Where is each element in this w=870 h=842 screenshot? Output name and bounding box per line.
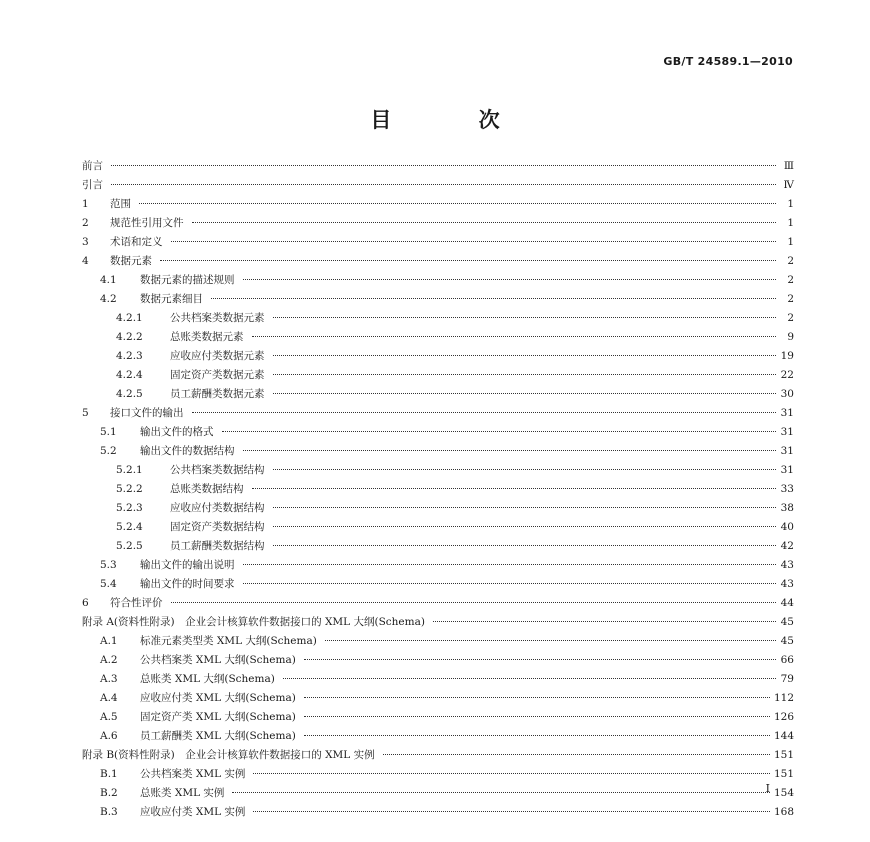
toc-entry-page: 19 xyxy=(780,350,794,362)
dot-leader xyxy=(433,621,776,622)
toc-entry xyxy=(82,481,794,500)
toc-entry-page: 22 xyxy=(780,369,794,381)
toc-entry-page: 30 xyxy=(780,388,794,400)
toc-entry-label: 输出文件的时间要求 xyxy=(140,578,235,590)
toc-entry-page: 168 xyxy=(773,806,794,818)
toc-entry-page: 79 xyxy=(780,673,794,685)
dot-leader xyxy=(139,203,776,204)
toc-entry-label: 前言 xyxy=(82,160,103,172)
toc-entry-page: 1 xyxy=(787,236,794,248)
toc-entry xyxy=(82,253,794,272)
dot-leader xyxy=(304,659,776,660)
toc-entry-number: 5.1 xyxy=(100,426,117,438)
dot-leader xyxy=(243,279,777,280)
toc-entry-label: 输出文件的数据结构 xyxy=(140,445,235,457)
toc-entry-label: 输出文件的输出说明 xyxy=(140,559,235,571)
toc-entry-number: A.1 xyxy=(100,635,118,647)
toc-entry-page: Ⅲ xyxy=(783,160,794,172)
toc-entry-page: 112 xyxy=(773,692,794,704)
dot-leader xyxy=(111,165,776,166)
dot-leader xyxy=(273,393,777,394)
toc-entry-number: A.5 xyxy=(100,711,118,723)
toc-entry-page: 42 xyxy=(780,540,794,552)
toc-entry-label: 应收应付类数据元素 xyxy=(170,350,265,362)
dot-leader xyxy=(304,735,770,736)
toc-entry-label: 数据元素的描述规则 xyxy=(140,274,235,286)
toc-entry-label: 固定资产类数据元素 xyxy=(170,369,265,381)
toc-entry-page: 31 xyxy=(780,464,794,476)
standard-code: GB/T 24589.1—2010 xyxy=(663,55,793,68)
toc-entry-number: 6 xyxy=(82,597,89,609)
toc-entry-page: 2 xyxy=(787,255,794,267)
toc-entry-page: 43 xyxy=(780,578,794,590)
toc-entry-number: 4.2 xyxy=(100,293,117,305)
toc-entry-label: 接口文件的输出 xyxy=(110,407,184,419)
toc-entry-number: 5.2.3 xyxy=(116,502,143,514)
toc-entry xyxy=(82,766,794,785)
toc-entry-label: 员工薪酬类数据结构 xyxy=(170,540,265,552)
toc-entry-number: A.3 xyxy=(100,673,118,685)
toc-entry-number: 5.2.2 xyxy=(116,483,143,495)
dot-leader xyxy=(192,412,777,413)
dot-leader xyxy=(192,222,777,223)
dot-leader xyxy=(222,431,777,432)
toc-entry-number: 5.2 xyxy=(100,445,117,457)
dot-leader xyxy=(111,184,776,185)
toc-entry xyxy=(82,329,794,348)
toc-entry xyxy=(82,291,794,310)
toc-entry xyxy=(82,177,794,196)
toc-entry xyxy=(82,424,794,443)
toc-entry-label: 输出文件的格式 xyxy=(140,426,214,438)
toc-entry-page: 151 xyxy=(773,749,794,761)
toc-entry-page: 9 xyxy=(787,331,794,343)
toc-entry-number: 5.2.5 xyxy=(116,540,143,552)
toc-entry-number: 4.2.2 xyxy=(116,331,143,343)
toc-entry xyxy=(82,747,794,766)
toc-entry-label: 符合性评价 xyxy=(110,597,163,609)
toc-entry-number: 5.3 xyxy=(100,559,117,571)
dot-leader xyxy=(232,792,770,793)
toc-entry-number: 5.2.4 xyxy=(116,521,143,533)
toc-entry-number: 4.2.5 xyxy=(116,388,143,400)
toc-entry xyxy=(82,215,794,234)
toc-entry-number: A.2 xyxy=(100,654,118,666)
toc-entry-label: 总账类 XML 大纲(Schema) xyxy=(140,673,275,685)
toc-entry xyxy=(82,652,794,671)
toc-entry xyxy=(82,196,794,215)
toc-entry-page: 126 xyxy=(773,711,794,723)
dot-leader xyxy=(325,640,776,641)
toc-entry xyxy=(82,709,794,728)
dot-leader xyxy=(304,716,770,717)
dot-leader xyxy=(383,754,770,755)
toc-entry-label: 附录 A(资料性附录) 企业会计核算软件数据接口的 XML 大纲(Schema) xyxy=(82,616,425,628)
toc-entry-page: 31 xyxy=(780,426,794,438)
toc-entry xyxy=(82,614,794,633)
toc-entry-label: 附录 B(资料性附录) 企业会计核算软件数据接口的 XML 实例 xyxy=(82,749,375,761)
dot-leader xyxy=(243,564,777,565)
toc-entry-number: 4 xyxy=(82,255,89,267)
toc-entry xyxy=(82,443,794,462)
toc-entry-label: 员工薪酬类 XML 大纲(Schema) xyxy=(140,730,296,742)
toc-entry-number: B.1 xyxy=(100,768,118,780)
toc-entry-label: 数据元素 xyxy=(110,255,152,267)
toc-entry-label: 应收应付类数据结构 xyxy=(170,502,265,514)
toc-entry-page: 1 xyxy=(787,217,794,229)
toc-entry-page: 40 xyxy=(780,521,794,533)
toc-entry-number: 1 xyxy=(82,198,89,210)
dot-leader xyxy=(304,697,770,698)
toc-entry-page: 45 xyxy=(780,635,794,647)
toc-entry-page: 2 xyxy=(787,274,794,286)
toc-entry xyxy=(82,633,794,652)
dot-leader xyxy=(273,545,777,546)
toc-entry-label: 应收应付类 XML 实例 xyxy=(140,806,246,818)
dot-leader xyxy=(252,336,777,337)
toc-entry-label: 总账类数据元素 xyxy=(170,331,244,343)
toc-entry xyxy=(82,310,794,329)
toc-entry xyxy=(82,158,794,177)
toc-entry-label: 固定资产类 XML 大纲(Schema) xyxy=(140,711,296,723)
toc-entry-number: 4.2.3 xyxy=(116,350,143,362)
toc-entry-number: A.4 xyxy=(100,692,118,704)
page-title: 目 次 xyxy=(370,107,540,132)
toc-entry-label: 标准元素类型类 XML 大纲(Schema) xyxy=(140,635,317,647)
toc-entry xyxy=(82,728,794,747)
page-number: I xyxy=(765,782,770,795)
toc-entry-number: 4.2.1 xyxy=(116,312,143,324)
toc-entry-page: 66 xyxy=(780,654,794,666)
toc-entry xyxy=(82,785,794,804)
toc-entry-label: 公共档案类数据元素 xyxy=(170,312,265,324)
toc-entry-label: 公共档案类数据结构 xyxy=(170,464,265,476)
toc-entry-page: 45 xyxy=(780,616,794,628)
toc-entry xyxy=(82,405,794,424)
toc-entry-label: 术语和定义 xyxy=(110,236,163,248)
toc-entry-label: 总账类数据结构 xyxy=(170,483,244,495)
toc-entry-number: 5.4 xyxy=(100,578,117,590)
dot-leader xyxy=(273,507,777,508)
toc-entry xyxy=(82,272,794,291)
toc-entry-number: 4.2.4 xyxy=(116,369,143,381)
toc-entry xyxy=(82,595,794,614)
toc-entry-label: 应收应付类 XML 大纲(Schema) xyxy=(140,692,296,704)
toc-entry-number: 5.2.1 xyxy=(116,464,143,476)
dot-leader xyxy=(253,773,770,774)
toc-entry-label: 固定资产类数据结构 xyxy=(170,521,265,533)
dot-leader xyxy=(243,583,777,584)
dot-leader xyxy=(252,488,777,489)
toc-entry-number: 2 xyxy=(82,217,89,229)
toc-entry-page: 2 xyxy=(787,293,794,305)
toc-entry-page: 2 xyxy=(787,312,794,324)
toc-entry-label: 数据元素细目 xyxy=(140,293,203,305)
toc-entry-label: 总账类 XML 实例 xyxy=(140,787,225,799)
toc-entry-page: 144 xyxy=(773,730,794,742)
toc-entry-number: 5 xyxy=(82,407,89,419)
dot-leader xyxy=(273,469,777,470)
toc-entry xyxy=(82,386,794,405)
toc-entry-page: 154 xyxy=(773,787,794,799)
toc-entry xyxy=(82,576,794,595)
toc-entry-page: 151 xyxy=(773,768,794,780)
toc-entry-page: 44 xyxy=(780,597,794,609)
toc-entry-number: B.2 xyxy=(100,787,118,799)
toc-entry-page: 38 xyxy=(780,502,794,514)
toc-entry xyxy=(82,500,794,519)
toc-entry-label: 引言 xyxy=(82,179,103,191)
dot-leader xyxy=(243,450,777,451)
toc-entry-page: 33 xyxy=(780,483,794,495)
toc-entry-label: 范围 xyxy=(110,198,131,210)
dot-leader xyxy=(171,602,777,603)
dot-leader xyxy=(273,526,777,527)
toc-entry xyxy=(82,348,794,367)
toc-entry xyxy=(82,462,794,481)
toc-entry-page: 43 xyxy=(780,559,794,571)
toc-entry-number: B.3 xyxy=(100,806,118,818)
toc-entry xyxy=(82,690,794,709)
dot-leader xyxy=(160,260,776,261)
toc-entry-page: 1 xyxy=(787,198,794,210)
dot-leader xyxy=(171,241,777,242)
toc-entry xyxy=(82,557,794,576)
toc-entry-page: 31 xyxy=(780,407,794,419)
toc-entry xyxy=(82,671,794,690)
toc-entry xyxy=(82,519,794,538)
dot-leader xyxy=(211,298,776,299)
toc-entry-label: 公共档案类 XML 大纲(Schema) xyxy=(140,654,296,666)
toc-entry xyxy=(82,234,794,253)
toc-entry-number: 4.1 xyxy=(100,274,117,286)
toc-entry xyxy=(82,804,794,823)
dot-leader xyxy=(273,374,777,375)
toc-entry-number: 3 xyxy=(82,236,89,248)
toc-entry xyxy=(82,538,794,557)
toc-entry xyxy=(82,367,794,386)
toc-entry-label: 规范性引用文件 xyxy=(110,217,184,229)
toc-entry-page: 31 xyxy=(780,445,794,457)
table-of-contents xyxy=(82,158,794,823)
toc-entry-number: A.6 xyxy=(100,730,118,742)
toc-entry-label: 公共档案类 XML 实例 xyxy=(140,768,246,780)
dot-leader xyxy=(283,678,776,679)
dot-leader xyxy=(273,317,777,318)
toc-entry-label: 员工薪酬类数据元素 xyxy=(170,388,265,400)
dot-leader xyxy=(273,355,777,356)
toc-entry-page: Ⅳ xyxy=(783,179,794,191)
dot-leader xyxy=(253,811,770,812)
